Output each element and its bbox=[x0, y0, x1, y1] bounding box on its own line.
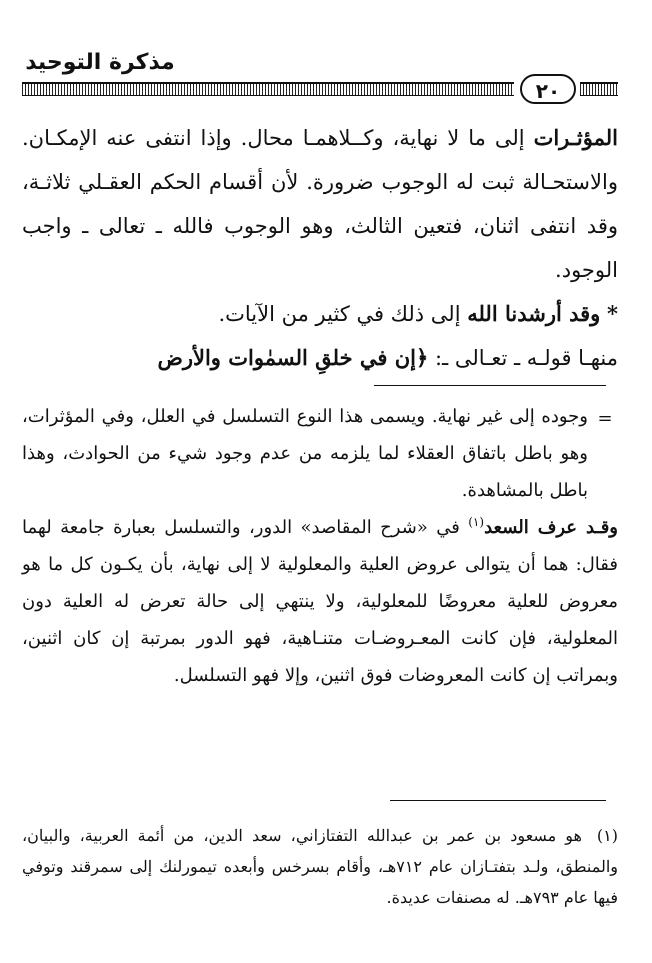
main-text bbox=[22, 116, 618, 380]
paragraph-text: إلى ذلك في كثير من الآيات. bbox=[218, 302, 468, 326]
paragraph bbox=[22, 336, 618, 380]
page-number-badge: ٢٠ bbox=[520, 74, 576, 104]
note-paragraph bbox=[22, 509, 618, 694]
continued-note bbox=[22, 398, 618, 694]
footnote-separator bbox=[390, 800, 606, 801]
note-paragraph: وجوده إلى غير نهاية. ويسمى هذا النوع التسلسل في العلل، وفي المؤثرات، وهو باطل باتفاق العقلاء لما يلزمه من عدم وجود شيء من الحوادث، وهذا باطل بالمشاهدة. bbox=[22, 406, 588, 501]
footnote-reference: (١) bbox=[468, 515, 485, 529]
continuation-mark: = bbox=[597, 408, 613, 429]
footnote-text: هو مسعود بن عمر بن عبدالله التفتازاني، سعد الدين، من أئمة العربية، والبيان، والمنطق، ولـد بتفتـازان عام ٧١٢هـ، وأقام بسرخس وأبعده تيمورلنك إلى سمرقند وتوفي فيها عام ٧٩٣هـ. له مصنفات عديدة. bbox=[22, 826, 618, 907]
note-bold-phrase: وقـد عرف السعد bbox=[484, 517, 619, 538]
footnote-separator bbox=[374, 385, 606, 386]
paragraph bbox=[22, 116, 618, 292]
quran-quote: ﴿إن في خلقِ السمٰوات والأرض bbox=[157, 345, 429, 370]
paragraph-text: إلى ما لا نهاية، وكــلاهمـا محال. وإذا انتفى عنه الإمكـان. والاستحـالة ثبت له الوجوب ضرورة. لأن أقسام الحكم العقـلي ثلاثـة، وقد انتفى اثنان، فتعين الثالث، وهو الوجوب فالله ـ تعالى ـ واجب الوجود. bbox=[22, 126, 618, 282]
paragraph bbox=[22, 292, 618, 336]
footnote bbox=[22, 820, 618, 913]
paragraph-lead: منهـا قولـه ـ تعـالى ـ: bbox=[428, 346, 618, 370]
header-ornament-rule-right bbox=[580, 82, 618, 96]
footnote-marker: (١) bbox=[596, 826, 618, 845]
paragraph-lead: المؤثـرات bbox=[533, 125, 618, 150]
paragraph-bold-phrase: وقد أرشدنا الله bbox=[467, 301, 601, 326]
running-header-title: مذكرة التوحيد bbox=[25, 50, 175, 75]
footnote-paragraph bbox=[22, 820, 618, 913]
header-ornament-rule bbox=[22, 82, 514, 96]
note-text: في «شرح المقاصد» الدور، والتسلسل بعبارة جامعة لهما فقال: هما أن يتوالى عروض العلية والمعلولية لا إلى نهاية، بأن يكـون كل ما هو معروض للعلية معروضًا للمعلولية، ولا ينتهي إلى حالة تعرض له العلية دون المعلولية، فإن كانت المعـروضـات متنـاهية، فهو الدور بمرتبة إن كان اثنين، وبمراتب إن كانت المعروضات فوق اثنين، وإلا فهو التسلسل. bbox=[22, 517, 618, 686]
bullet-star: * bbox=[607, 301, 618, 326]
